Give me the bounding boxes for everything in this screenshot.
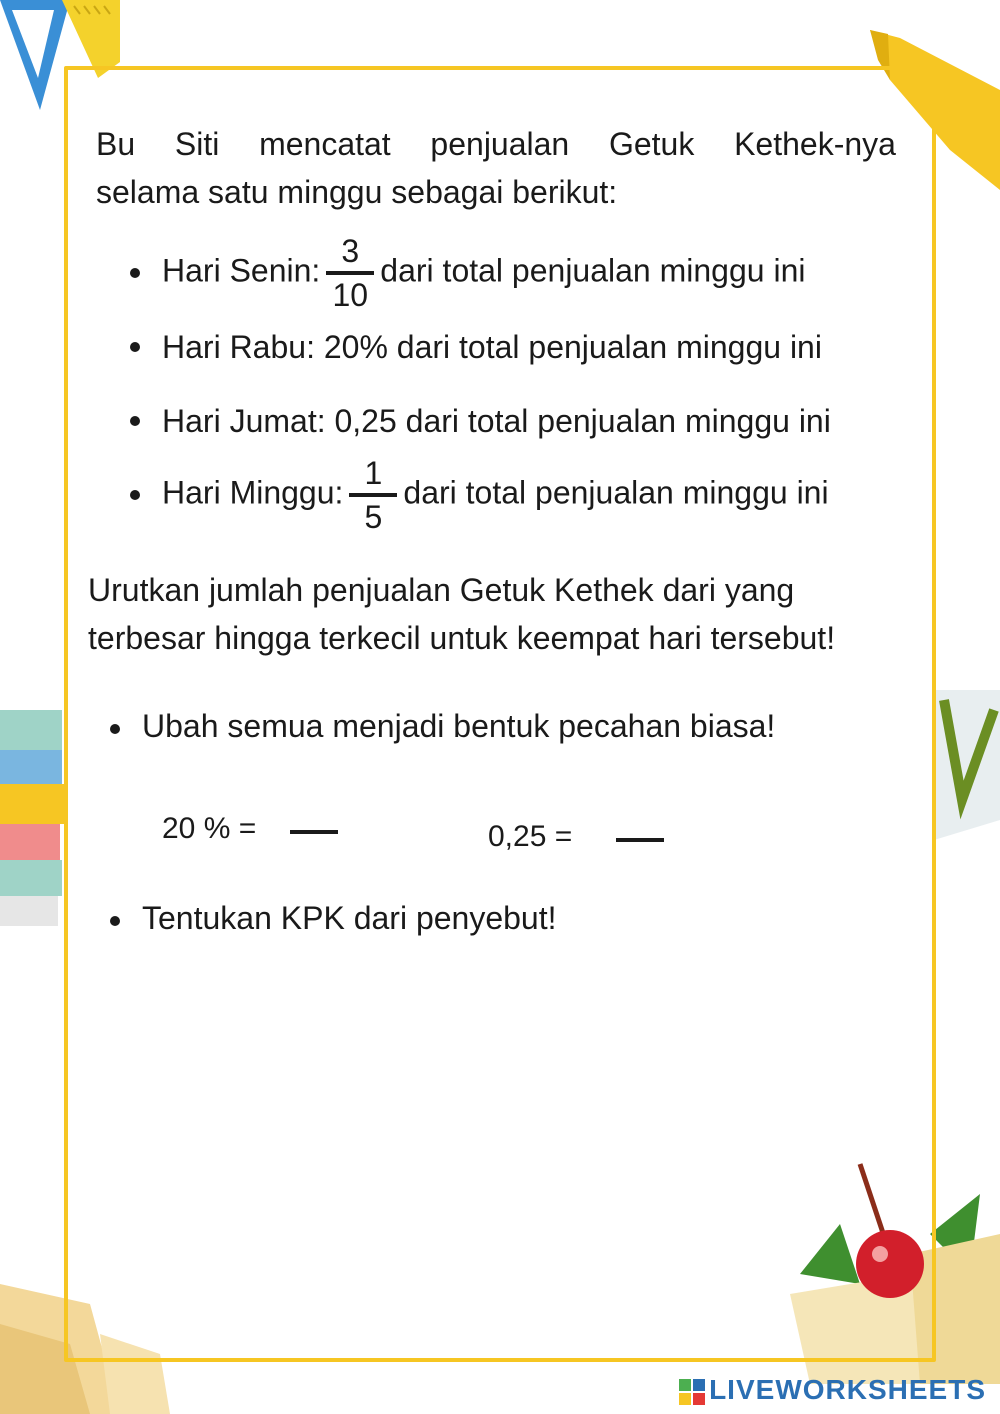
task-convert: [110, 708, 775, 745]
fraction-numerator: 3: [341, 233, 360, 269]
item-text: Hari Rabu: 20% dari total penjualan minggu ini: [162, 328, 822, 365]
liveworksheets-mark-icon: [679, 1379, 705, 1405]
equation-decimal: 0,25 =: [488, 820, 573, 853]
ruler-right-icon: [934, 690, 1000, 840]
question-line-2: terbesar hingga terkecil untuk keempat hari tersebut!: [88, 620, 836, 656]
task-convert-text: Ubah semua menjadi bentuk pecahan biasa!: [142, 708, 776, 744]
item-rest: dari total penjualan minggu ini: [403, 474, 829, 511]
intro-word: Kethek-nya: [734, 126, 896, 162]
intro-word: Bu: [96, 126, 136, 162]
item-label: Hari Senin:: [162, 252, 321, 289]
question-line-1: Urutkan jumlah penjualan Getuk Kethek dari yang: [88, 572, 795, 608]
answer-blank-percent[interactable]: [290, 830, 338, 834]
books-icon: [0, 690, 66, 950]
list-item-minggu: [130, 455, 920, 535]
liveworksheets-logo: [679, 1374, 986, 1406]
intro-word: penjualan: [430, 126, 570, 162]
list-item-jumat: [130, 384, 920, 458]
intro-line-2: selama satu minggu sebagai berikut:: [96, 174, 618, 210]
sales-list: [130, 233, 920, 535]
question-paragraph: [88, 566, 908, 662]
bullet-icon: [110, 916, 120, 926]
bullet-icon: [130, 490, 140, 500]
bullet-icon: [130, 268, 140, 278]
list-item-rabu: [130, 310, 920, 384]
list-item-senin: [130, 233, 920, 313]
bullet-icon: [110, 724, 120, 734]
intro-word: Getuk: [608, 126, 695, 162]
task-kpk-text: Tentukan KPK dari penyebut!: [142, 900, 557, 936]
fraction: [349, 453, 397, 537]
fraction-denominator: 10: [332, 277, 369, 313]
fraction-numerator: 1: [364, 455, 383, 491]
watermark-text: LIVEWORKSHEETS: [709, 1374, 986, 1405]
bullet-icon: [130, 342, 140, 352]
fraction: [326, 231, 374, 315]
item-text: Hari Jumat: 0,25 dari total penjualan minggu ini: [162, 402, 831, 439]
intro-line-1: [96, 120, 896, 168]
fraction-denominator: 5: [364, 499, 383, 535]
intro-word: mencatat: [259, 126, 391, 162]
intro-word: Siti: [174, 126, 220, 162]
answer-blank-decimal[interactable]: [616, 838, 664, 842]
item-rest: dari total penjualan minggu ini: [380, 252, 806, 289]
item-label: Hari Minggu:: [162, 474, 344, 511]
equation-percent: 20 % =: [162, 812, 257, 845]
bullet-icon: [130, 416, 140, 426]
intro-paragraph: [96, 120, 896, 216]
task-kpk: [110, 900, 557, 937]
